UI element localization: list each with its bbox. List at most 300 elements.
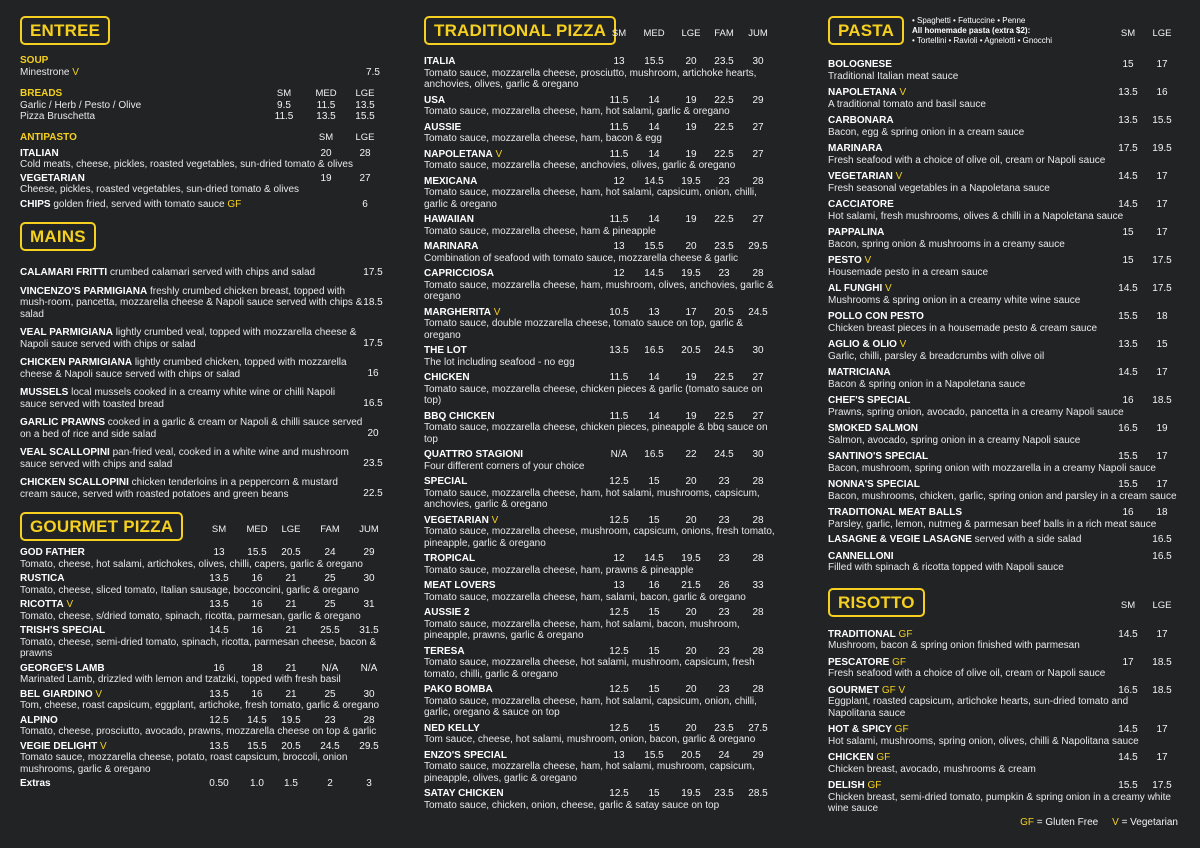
dietary-mark: GF <box>895 628 913 640</box>
item-desc: Hot salami, mushrooms, spring onion, olives, chilli & Napolitana sauce <box>828 735 1139 747</box>
item-price: 17 <box>685 306 697 318</box>
item-price: 23.5 <box>714 788 734 799</box>
item-price: 17.5 <box>363 338 383 349</box>
menu-item <box>828 367 1178 390</box>
item-price: 17 <box>1156 199 1168 210</box>
item-name: USA <box>424 94 446 106</box>
menu-item <box>20 778 383 790</box>
menu-item <box>424 476 776 511</box>
item-desc: Tomato, cheese, hot salami, artichokes, olives, chilli, capers, garlic & oregano <box>20 558 363 570</box>
item-price: N/A <box>610 449 628 460</box>
item-name: LASAGNE & VEGIE LASAGNE <box>828 534 972 545</box>
item-name: CHIPS <box>20 198 51 210</box>
item-price: 17 <box>1156 171 1168 182</box>
item-price: 16.5 <box>644 449 664 460</box>
item-price: 17 <box>1156 628 1168 640</box>
dietary-mark: V <box>488 514 499 526</box>
item-price: 14.5 <box>1118 724 1138 735</box>
item-price: 14 <box>648 94 660 106</box>
item-name: MARINARA <box>424 241 479 252</box>
menu-item <box>20 689 383 712</box>
menu-item <box>828 339 1178 362</box>
item-desc: Housemade pesto in a cream sauce <box>828 266 989 278</box>
item-price: 31 <box>363 599 375 610</box>
item-price: 29 <box>752 94 764 106</box>
item-price: 15 <box>648 514 660 526</box>
item-price: 13.5 <box>316 111 336 122</box>
menu-item <box>424 788 776 811</box>
item-desc: Tomato, cheese, sliced tomato, Italian sausage, bocconcini, garlic & oregano <box>20 584 360 596</box>
item-desc: Hot salami, fresh mushrooms, olives & chilli in a Napoletana sauce <box>828 210 1124 222</box>
item-desc: Traditional Italian meat sauce <box>828 70 959 82</box>
item-price: 16.5 <box>1118 423 1138 434</box>
item-price: 27 <box>752 214 764 225</box>
item-price: 12 <box>613 553 625 564</box>
item-price: 17.5 <box>363 267 383 278</box>
item-price: 22.5 <box>714 121 734 133</box>
item-price: 25 <box>324 573 336 584</box>
item-price: 15 <box>648 684 660 695</box>
item-price: 17.5 <box>1152 780 1172 791</box>
size-label-sm: SM <box>1120 599 1136 611</box>
item-desc: lightly crumbed chicken, topped with mozzarella cheese & Napoli sauce served with chips or salad <box>20 357 347 380</box>
item-price: 16 <box>367 368 379 379</box>
menu-item <box>828 395 1178 418</box>
item-desc: Tomato sauce, mozzarella cheese, anchovies, olives, garlic & oregano <box>424 160 736 171</box>
menu-item <box>424 607 776 642</box>
item-name: AGLIO & OLIO <box>828 339 897 350</box>
item-price: 17 <box>1156 752 1168 763</box>
item-desc: Tomato sauce, double mozzarella cheese, tomato sauce on top, garlic & oregano <box>424 318 744 341</box>
item-price: 16.5 <box>363 398 383 409</box>
item-name: AL FUNGHI <box>828 283 883 294</box>
item-price: 19 <box>685 121 697 133</box>
item-price: 1.5 <box>284 778 298 789</box>
item-name: AUSSIE <box>424 121 462 133</box>
menu-item <box>828 283 1178 306</box>
item-desc: Parsley, garlic, lemon, nutmeg & parmesan beef balls in a rich meat sauce <box>828 518 1157 530</box>
item-name: BEL GIARDINO <box>20 688 93 700</box>
item-desc: local mussels cooked in a creamy white wine or chilli Napoli sauce served with toasted bread <box>20 387 336 410</box>
item-price: 12.5 <box>609 514 629 526</box>
item-price: 28 <box>752 684 764 695</box>
column-left <box>20 16 383 790</box>
menu-item <box>828 752 1178 775</box>
size-label-med: MED <box>315 87 337 99</box>
item-price: 15.5 <box>1118 451 1138 462</box>
item-price: 17.5 <box>1118 143 1138 154</box>
size-label-med: MED <box>246 524 268 535</box>
item-name: Garlic / Herb / Pesto / Olive <box>20 99 142 111</box>
item-price: 19.5 <box>1152 143 1172 154</box>
dietary-mark: GF <box>889 656 906 668</box>
item-desc: Mushroom, bacon & spring onion finished with parmesan <box>828 640 1080 651</box>
menu-item <box>20 286 383 321</box>
menu-item <box>424 515 776 550</box>
item-price: 19.5 <box>681 268 701 279</box>
item-desc: Four different corners of your choice <box>424 460 585 472</box>
dietary-mark: V <box>97 740 107 752</box>
item-price: 27 <box>359 172 371 184</box>
item-price: 22.5 <box>363 488 383 499</box>
item-price: 20 <box>320 147 332 159</box>
item-price: 21 <box>285 662 297 674</box>
item-name: NONNA'S SPECIAL <box>828 479 920 490</box>
item-price: 16.5 <box>1152 534 1172 545</box>
item-price: 17 <box>1156 451 1168 462</box>
item-name: SANTINO'S SPECIAL <box>828 451 929 462</box>
item-desc: Tomato sauce, mozzarella cheese, ham, hot salami, mushroom, capsicum, pineapple, olives, garlic & oregano <box>424 761 755 784</box>
v-legend-text: = Vegetarian <box>1121 817 1178 828</box>
menu-item <box>20 573 383 596</box>
menu-item <box>828 534 1178 546</box>
dietary-mark: V <box>882 283 892 294</box>
item-price: 15 <box>648 645 660 657</box>
item-price: 12.5 <box>609 684 629 695</box>
item-price: 16.5 <box>644 345 664 356</box>
size-label-jum: JUM <box>359 524 379 535</box>
dietary-mark: V <box>92 688 103 700</box>
risotto-section <box>828 588 1178 624</box>
item-price: 11.5 <box>609 94 629 106</box>
item-price: 17.5 <box>1152 255 1172 266</box>
item-price: 23.5 <box>363 458 383 469</box>
size-label-lge: LGE <box>681 28 701 39</box>
item-price: 25 <box>324 599 336 610</box>
item-price: 28 <box>752 476 764 487</box>
menu-item <box>424 95 776 118</box>
item-desc: golden fried, served with tomato sauce <box>53 198 225 210</box>
menu-item <box>424 149 776 172</box>
menu-item <box>828 724 1178 747</box>
item-price: 13.5 <box>209 573 229 584</box>
item-price: 16 <box>1122 395 1134 406</box>
item-price: 24 <box>324 547 336 558</box>
item-price: 0.50 <box>209 778 229 789</box>
item-price: 21.5 <box>681 580 701 591</box>
item-desc: Chicken breast pieces in a housemade pesto & cream sauce <box>828 322 1098 334</box>
item-price: 22.5 <box>714 410 734 422</box>
item-name: CHEF'S SPECIAL <box>828 395 911 406</box>
item-price: 17 <box>1156 59 1168 70</box>
item-price: 28 <box>363 714 375 726</box>
size-label-fam: FAM <box>714 28 734 39</box>
item-price: 10.5 <box>609 306 629 318</box>
item-price: 12.5 <box>609 607 629 618</box>
traditional-pizza-section <box>424 16 776 52</box>
item-desc: Tomato sauce, mozzarella cheese, ham, hot salami, capsicum, onion, chilli, garlic, oregano & sauce on top <box>424 695 757 718</box>
item-price: 15.5 <box>644 241 664 252</box>
item-desc: Eggplant, roasted capsicum, artichoke hearts, sun-dried tomato and Napolitana sauce <box>828 696 1129 719</box>
item-name: CHICKEN PARMIGIANA <box>20 357 133 368</box>
size-label-sm: SM <box>318 131 334 143</box>
item-name: ALPINO <box>20 714 58 726</box>
item-price: 19.5 <box>681 788 701 799</box>
item-price: 13.5 <box>209 688 229 700</box>
item-price: 11.5 <box>609 372 629 383</box>
size-label-lge: LGE <box>1152 28 1172 39</box>
item-name: ITALIA <box>424 56 456 67</box>
item-price: 24.5 <box>714 345 734 356</box>
item-price: 14 <box>648 121 660 133</box>
item-price: 24 <box>718 749 730 761</box>
item-price: 20 <box>367 428 379 439</box>
item-name: GEORGE'S LAMB <box>20 662 105 674</box>
menu-item <box>424 214 776 237</box>
item-price: 19 <box>685 214 697 225</box>
item-price: 17.5 <box>1152 283 1172 294</box>
gourmet-pizza-title: GOURMET PIZZA <box>20 512 183 541</box>
pasta-section <box>828 16 1178 54</box>
item-desc: Tom sauce, cheese, hot salami, mushroom, onion, bacon, garlic & oregano <box>424 734 756 745</box>
item-price: 20 <box>685 476 697 487</box>
item-name: BBQ CHICKEN <box>424 410 495 422</box>
traditional-pizza-title: TRADITIONAL PIZZA <box>424 16 616 45</box>
item-price: 20.5 <box>281 547 301 558</box>
menu-item <box>828 171 1178 194</box>
pasta-title: PASTA <box>828 16 904 45</box>
menu-item <box>20 663 383 686</box>
item-price: 19.5 <box>281 714 301 726</box>
dietary-mark: GF <box>873 752 891 763</box>
item-price: 13.5 <box>1118 87 1138 98</box>
homemade-pasta-types: • Tortellini • Ravioli • Agnelotti • Gnocchi <box>912 36 1053 45</box>
dietary-mark: GF <box>864 780 882 791</box>
item-name: QUATTRO STAGIONI <box>424 449 524 460</box>
item-price: 20.5 <box>681 345 701 356</box>
item-price: 13.5 <box>209 740 229 752</box>
menu-item <box>424 723 776 746</box>
item-price: 13.5 <box>1118 339 1138 350</box>
item-price: 19 <box>685 148 697 160</box>
item-price: 14.5 <box>644 268 664 279</box>
item-price: 14.5 <box>1118 199 1138 210</box>
item-price: 16 <box>213 662 225 674</box>
item-price: 18.5 <box>1152 684 1172 696</box>
item-price: 27 <box>752 148 764 160</box>
item-price: 27 <box>752 121 764 133</box>
item-name: VEAL SCALLOPINI <box>20 447 110 458</box>
item-name: TRADITIONAL <box>828 628 896 640</box>
item-desc: Combination of seafood with tomato sauce, mozzarella cheese & garlic <box>424 252 739 264</box>
item-name: PAKO BOMBA <box>424 684 493 695</box>
item-desc: Bacon, mushrooms, chicken, garlic, spring onion and parsley in a cream sauce <box>828 490 1177 502</box>
item-name: MUSSELS <box>20 387 69 398</box>
item-price: 28 <box>359 147 371 159</box>
item-name: MATRICIANA <box>828 367 891 378</box>
item-price: 27 <box>752 410 764 422</box>
item-price: 23 <box>718 175 730 187</box>
item-desc: Tomato sauce, mozzarella cheese, ham, hot salami, capsicum, onion, chilli, garlic & oregano <box>424 187 757 210</box>
item-price: 14 <box>648 410 660 422</box>
item-price: 14 <box>648 214 660 225</box>
dietary-mark: V <box>896 339 907 350</box>
item-price: 16 <box>1156 87 1168 98</box>
item-price: 22.5 <box>714 148 734 160</box>
item-price: 11.5 <box>609 214 629 225</box>
menu-item <box>20 447 383 470</box>
entree-title: ENTREE <box>20 16 110 45</box>
item-price: 17 <box>1156 367 1168 378</box>
item-price: 15.5 <box>247 740 267 752</box>
item-price: 16 <box>1122 507 1134 518</box>
item-price: 11.5 <box>274 111 294 122</box>
item-name: THE LOT <box>424 345 467 356</box>
item-price: 20.5 <box>681 749 701 761</box>
item-price: 18 <box>1156 507 1168 518</box>
menu-item <box>424 372 776 407</box>
dietary-legend <box>1020 817 1178 828</box>
item-desc: Tom, cheese, roast capsicum, eggplant, artichoke, fresh tomato, garlic & oregano <box>20 700 380 711</box>
item-name: CHICKEN <box>424 372 470 383</box>
menu-item <box>20 417 383 440</box>
item-price: 20 <box>685 684 697 695</box>
item-desc: Garlic, chilli, parsley & breadcrumbs with olive oil <box>828 350 1045 362</box>
item-desc: Cheese, pickles, roasted vegetables, sun-dried tomato & olives <box>20 184 300 195</box>
item-desc: pan-fried veal, cooked in a white wine and mushroom sauce served with chips and salad <box>20 447 349 470</box>
menu-item <box>20 715 383 738</box>
item-price: 15.5 <box>1152 115 1172 126</box>
soup-heading: SOUP <box>20 55 49 66</box>
menu-item <box>424 646 776 681</box>
size-label-med: MED <box>643 28 665 39</box>
item-price: 13 <box>213 547 225 558</box>
item-name: Minestrone <box>20 67 70 78</box>
item-desc: Tomato sauce, mozzarella cheese, ham, salami, bacon, garlic & oregano <box>424 591 746 603</box>
size-label-lge: LGE <box>355 87 375 99</box>
menu-item <box>20 148 383 171</box>
item-price: 23 <box>718 553 730 564</box>
menu-item <box>20 625 383 660</box>
item-desc: Tomato sauce, mozzarella cheese, chicken pieces & garlic (tomato sauce on top) <box>424 383 763 406</box>
dietary-mark: V <box>861 255 872 266</box>
item-price: 13.5 <box>355 99 375 111</box>
menu-item <box>828 657 1178 680</box>
menu-item <box>20 357 383 380</box>
item-price: 12.5 <box>609 476 629 487</box>
item-name: RICOTTA <box>20 599 64 610</box>
item-name: TROPICAL <box>424 553 476 564</box>
item-price: 20.5 <box>281 740 301 752</box>
item-price: 13 <box>613 749 625 761</box>
item-price: 20 <box>685 607 697 618</box>
item-name: HOT & SPICY <box>828 724 892 735</box>
item-price: 23.5 <box>714 241 734 252</box>
item-price: 23 <box>718 645 730 657</box>
item-price: 23 <box>718 268 730 279</box>
breads-heading: BREADS <box>20 87 63 99</box>
item-price: 12.5 <box>209 714 229 726</box>
item-price: 27.5 <box>748 722 768 734</box>
item-price: 15 <box>1122 59 1134 70</box>
item-price: 28 <box>752 607 764 618</box>
item-price: 15.5 <box>247 547 267 558</box>
item-price: 11.5 <box>609 121 629 133</box>
item-price: 15.5 <box>1118 311 1138 322</box>
item-name: CARBONARA <box>828 115 894 126</box>
menu-item <box>828 227 1178 250</box>
item-desc: Prawns, spring onion, avocado, pancetta in a creamy Napoli sauce <box>828 406 1124 418</box>
item-price: 28 <box>752 553 764 564</box>
menu-item <box>424 449 776 472</box>
item-desc: The lot including seafood - no egg <box>424 356 575 368</box>
item-desc: Fresh seafood with a choice of olive oil, cream or Napoli sauce <box>828 668 1106 679</box>
item-name: VEGETARIAN <box>20 172 85 184</box>
size-label-fam: FAM <box>320 524 340 535</box>
item-price: 30 <box>752 345 764 356</box>
item-price: 17 <box>1122 656 1134 668</box>
item-name: CHICKEN <box>828 752 874 763</box>
menu-item <box>424 307 776 342</box>
item-desc: Tomato sauce, mozzarella cheese, ham, hot salami, garlic & oregano <box>424 106 730 117</box>
size-label-lge: LGE <box>1152 599 1172 611</box>
item-price: 23 <box>718 684 730 695</box>
item-name: ENZO'S SPECIAL <box>424 749 507 761</box>
size-label-sm: SM <box>1120 28 1136 39</box>
item-price: 6 <box>362 198 368 210</box>
item-price: 3 <box>366 778 372 789</box>
menu-item <box>828 199 1178 222</box>
item-price: 14.5 <box>1118 171 1138 182</box>
item-price: 20 <box>685 645 697 657</box>
item-price: 14.5 <box>1118 283 1138 294</box>
item-name: PESTO <box>828 255 862 266</box>
item-price: 18.5 <box>1152 656 1172 668</box>
item-desc: Tomato sauce, mozzarella cheese, ham, prawns & pineapple <box>424 564 694 576</box>
item-name: VINCENZO'S PARMIGIANA <box>20 285 148 297</box>
item-desc: Chicken breast, semi-dried tomato, pumpkin & spring onion in a creamy white wine sauce <box>828 791 1171 814</box>
item-price: 28 <box>752 175 764 187</box>
item-desc: Cold meats, cheese, pickles, roasted vegetables, sun-dried tomato & olives <box>20 159 353 170</box>
gf-legend-text: = Gluten Free <box>1036 817 1099 828</box>
item-price: 19 <box>685 94 697 106</box>
item-name: VEGETARIAN <box>424 514 489 526</box>
item-price: 28 <box>752 514 764 526</box>
item-price: 15.5 <box>1118 479 1138 490</box>
menu-item <box>20 477 383 500</box>
item-price: 13.5 <box>1118 115 1138 126</box>
item-desc: cooked in a garlic & cream or Napoli & chilli sauce served on a bed of rice and side salad <box>20 417 363 440</box>
item-price: 15.5 <box>644 56 664 67</box>
item-price: 15 <box>1122 255 1134 266</box>
item-price: 15 <box>648 788 660 799</box>
pasta-types: • Spaghetti • Fettuccine • Penne <box>912 16 1026 25</box>
item-price: 16 <box>251 573 263 584</box>
item-price: 12.5 <box>609 645 629 657</box>
item-desc: Filled with spinach & ricotta topped with Napoli sauce <box>828 562 1064 573</box>
item-price: 15 <box>648 476 660 487</box>
item-price: 29 <box>752 749 764 761</box>
vegetarian-mark: V <box>72 67 79 78</box>
item-desc: crumbed calamari served with chips and salad <box>107 267 316 278</box>
column-right <box>828 16 1178 815</box>
item-price: 23.5 <box>714 56 734 67</box>
pasta-options-note <box>912 16 1052 46</box>
menu-item <box>828 311 1178 334</box>
dietary-mark: GF <box>891 724 909 735</box>
item-price: 11.5 <box>609 148 629 160</box>
item-desc: Bacon, egg & spring onion in a cream sauce <box>828 126 1025 138</box>
item-price: 21 <box>285 688 297 700</box>
item-name: MARINARA <box>828 143 883 154</box>
item-price: 29.5 <box>359 740 379 752</box>
item-desc: Tomato sauce, mozzarella cheese, hot salami, mushroom, capsicum, fresh tomato, chilli, garlic & oregano <box>424 657 755 680</box>
item-price: 21 <box>285 625 297 636</box>
item-price: 18.5 <box>363 296 383 308</box>
item-desc: Chicken breast, avocado, mushrooms & cream <box>828 763 1036 775</box>
item-name: Extras <box>20 778 51 789</box>
item-desc: Tomato sauce, mozzarella cheese, ham, mushroom, olives, anchovies, garlic & oregano <box>424 279 774 302</box>
